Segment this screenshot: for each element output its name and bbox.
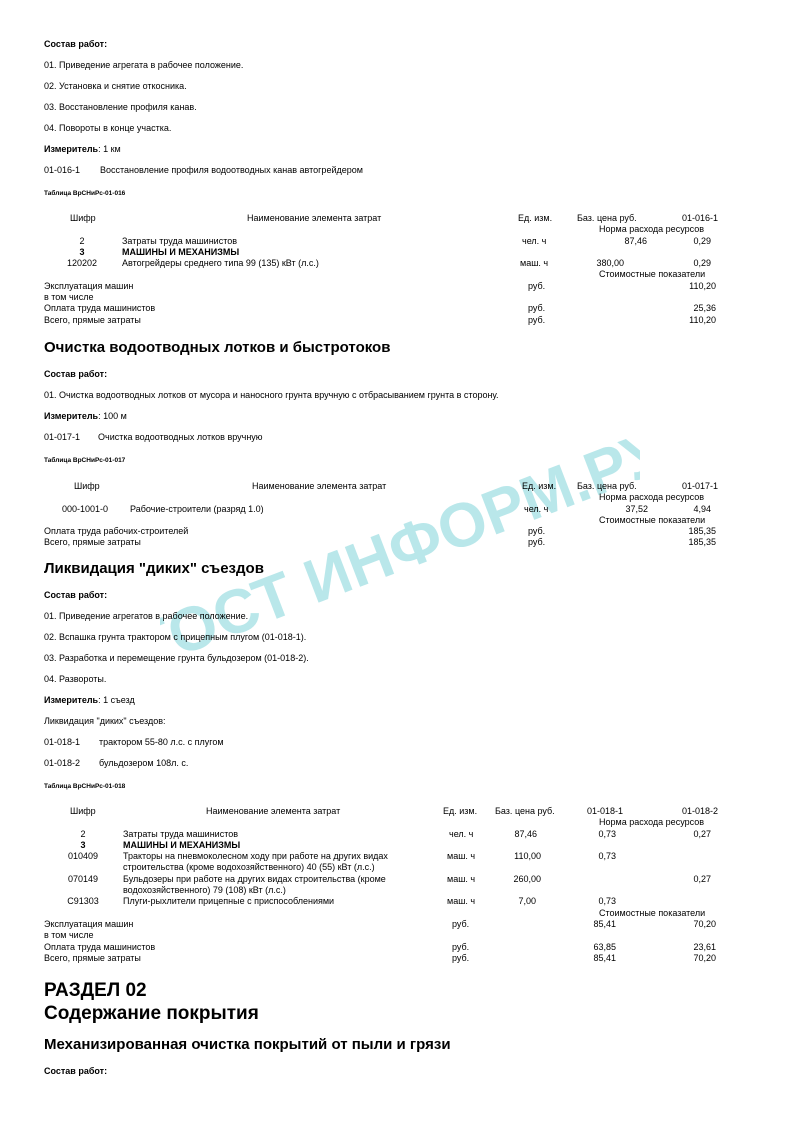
cost-row: Всего, прямые затраты руб. 110,20 [44, 314, 716, 325]
cost-row: Всего, прямые затраты руб. 85,41 70,20 [44, 952, 716, 963]
step: 01. Приведение агрегатов в рабочее положение. [44, 611, 249, 621]
meter-line: Измеритель: 1 съезд [44, 695, 135, 705]
table-row: 120202 Автогрейдеры среднего типа 99 (135) кВт (л.с.) маш. ч 380,00 0,29 [66, 258, 711, 269]
step: 01. Приведение агрегата в рабочее положение. [44, 60, 244, 70]
section-heading: Очистка водоотводных лотков и быстротоков [44, 339, 391, 356]
table-row: 2 Затраты труда машинистов чел. ч 87,46 0,29 [79, 235, 711, 246]
resource-table [44, 481, 724, 549]
meter-line: Измеритель: 1 км [44, 144, 121, 154]
section-heading: Ликвидация "диких" съездов [44, 560, 264, 577]
step: 04. Развороты. [44, 674, 107, 684]
watermark [160, 380, 640, 720]
composition-label: Состав работ: [44, 590, 108, 600]
code: 01-018-2 [44, 758, 81, 768]
cost-row: в том числе [44, 930, 94, 941]
cost-row: Оплата труда рабочих-строителей руб. 185,35 [44, 526, 716, 537]
resource-table [44, 806, 724, 964]
step: 03. Восстановление профиля канав. [44, 102, 197, 112]
code-desc: Восстановление профиля водоотводных канав автогрейдером [100, 165, 363, 175]
section-name: Содержание покрытия [44, 1003, 259, 1024]
code: 01-017-1 [44, 432, 81, 442]
table-label: Таблица ВрСНиРс-01-017 [44, 457, 126, 464]
cost-row: Эксплуатация машин руб. 85,41 70,20 [44, 918, 716, 929]
step: 02. Вспашка грунта трактором с прицепным плугом (01-018-1). [44, 632, 307, 642]
table-row: 3 МАШИНЫ И МЕХАНИЗМЫ [79, 246, 240, 257]
cost-row: в том числе [44, 292, 94, 303]
cost-row: Оплата труда машинистов руб. 63,85 23,61 [44, 941, 716, 952]
code-desc: бульдозером 108л. с. [99, 758, 189, 768]
cost-row: Всего, прямые затраты руб. 185,35 [44, 537, 716, 548]
table-row: 070149 Бульдозеры при работе на других видах строительства (кроме водохозяйственного) 79 (108) кВт (л.с.) маш. ч 260,00 0,27 [67, 873, 711, 896]
table-row: 010409 Тракторы на пневмоколесном ходу при работе на других видах строительства (кроме водохозяйственного) 40 (55) кВт (л.с.) маш. ч 110,00 0,73 [67, 851, 616, 873]
cost-label: Стоимостные показатели [599, 269, 706, 280]
composition-label: Состав работ: [44, 369, 108, 379]
cost-row: Оплата труда машинистов руб. 25,36 [44, 303, 716, 314]
step: 04. Повороты в конце участка. [44, 123, 172, 133]
composition-label: Состав работ: [44, 1066, 108, 1076]
watermark-text: ГОСТ ИНФОРМ.РУ [160, 417, 640, 683]
table-header: Шифр Наименование элемента затрат Ед. изм. Баз. цена руб. 01-016-1 [70, 213, 719, 223]
code: 01-016-1 [44, 165, 81, 175]
norm-label: Норма расхода ресурсов [599, 817, 704, 828]
table-row: 000-1001-0 Рабочие-строители (разряд 1.0) чел. ч 37,52 4,94 [62, 503, 711, 514]
table-header: Шифр Наименование элемента затрат Ед. изм. Баз. цена руб. 01-018-1 01-018-2 [70, 806, 719, 816]
step: 02. Установка и снятие откосника. [44, 81, 187, 91]
resource-table [44, 213, 724, 326]
section-number: РАЗДЕЛ 02 [44, 980, 147, 1001]
composition-label: Состав работ: [44, 39, 108, 49]
section-heading: Механизированная очистка покрытий от пыли и грязи [44, 1036, 451, 1053]
norm-label: Норма расхода ресурсов [599, 224, 704, 235]
code-desc: Очистка водоотводных лотков вручную [98, 432, 263, 442]
code: 01-018-1 [44, 737, 81, 747]
table-row: 2 Затраты труда машинистов чел. ч 87,46 0,73 0,27 [80, 828, 711, 839]
intro: Ликвидация "диких" съездов: [44, 716, 166, 726]
norm-label: Норма расхода ресурсов [599, 492, 704, 503]
cost-row: Эксплуатация машин руб. 110,20 [44, 280, 716, 291]
cost-label: Стоимостные показатели [599, 514, 706, 525]
code-desc: трактором 55-80 л.с. с плугом [99, 737, 224, 747]
step: 01. Очистка водоотводных лотков от мусора и наносного грунта вручную с отбрасыванием грунта в сторону. [44, 390, 499, 400]
table-header: Шифр Наименование элемента затрат Ед. изм. Баз. цена руб. 01-017-1 [74, 481, 719, 491]
table-row: 3 МАШИНЫ И МЕХАНИЗМЫ [80, 839, 241, 850]
cost-label: Стоимостные показатели [599, 907, 706, 918]
table-label: Таблица ВрСНиРс-01-018 [44, 783, 126, 790]
step: 03. Разработка и перемещение грунта бульдозером (01-018-2). [44, 653, 309, 663]
meter-line: Измеритель: 100 м [44, 411, 127, 421]
table-row: С91303 Плуги-рыхлители прицепные с приспособлениями маш. ч 7,00 0,73 [67, 896, 616, 907]
table-label: Таблица ВрСНиРс-01-016 [44, 190, 126, 197]
